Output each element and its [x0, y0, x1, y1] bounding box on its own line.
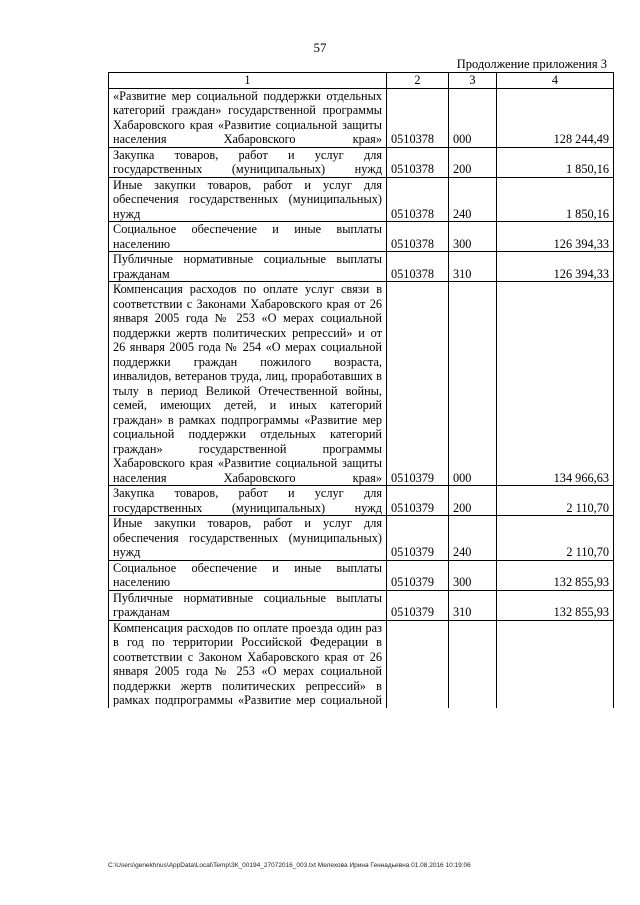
row-expense-type: 200	[449, 147, 497, 177]
row-expense-type: 240	[449, 516, 497, 561]
row-expense-type: 200	[449, 486, 497, 516]
row-expense-type: 000	[449, 282, 497, 486]
row-amount: 126 394,33	[497, 222, 614, 252]
row-amount: 2 110,70	[497, 486, 614, 516]
table-row	[109, 486, 614, 516]
row-expense-type: 310	[449, 590, 497, 620]
row-name: «Развитие мер социальной поддержки отдельных категорий граждан» государственной программы Хабаровского края «Развитие социальной защиты населения Хабаровского края»	[109, 88, 387, 147]
table-row	[109, 620, 614, 708]
continuation-label: Продолжение приложения 3	[456, 57, 607, 71]
row-code: 0510379	[387, 590, 449, 620]
row-expense-type: 000	[449, 88, 497, 147]
row-code: 0510379	[387, 486, 449, 516]
header-col-1: 1	[109, 73, 387, 89]
row-name: Иные закупки товаров, работ и услуг для обеспечения государственных (муниципальных) нужд	[109, 177, 387, 222]
row-name: Иные закупки товаров, работ и услуг для обеспечения государственных (муниципальных) нужд	[109, 516, 387, 561]
header-col-4: 4	[497, 73, 614, 89]
table-row	[109, 147, 614, 177]
row-expense-type: 240	[449, 177, 497, 222]
row-name: Закупка товаров, работ и услуг для государственных (муниципальных) нужд	[109, 147, 387, 177]
row-expense-type: 300	[449, 560, 497, 590]
table-row	[109, 222, 614, 252]
table-row	[109, 252, 614, 282]
row-name: Компенсация расходов по оплате услуг связи в соответствии с Законами Хабаровского края от 26 января 2005 года № 253 «О мерах социальной поддержки жертв политических репрессий» и от 26 января 2005 года № 254 «О мерах социальной поддержки граждан пожилого возраста, инвалидов, ветеранов труда, лиц, проработавших в тылу в период Великой Отечественной войны, семей, имеющих детей, и иных категорий граждан» в рамках подпрограммы «Развитие мер социальной поддержки отдельных категорий граждан» государственной программы Хабаровского края «Развитие социальной защиты населения Хабаровского края»	[109, 282, 387, 486]
row-amount: 1 850,16	[497, 147, 614, 177]
row-amount: 132 855,93	[497, 560, 614, 590]
row-code: 0510378	[387, 177, 449, 222]
table-header-row	[109, 73, 614, 89]
row-name: Компенсация расходов по оплате проезда один раз в год по территории Российской Федерации в соответствии с Законом Хабаровского края от 26 января 2005 года № 253 «О мерах социальной поддержки жертв политических репрессий» в рамках подпрограммы «Развитие мер социальной	[109, 620, 387, 708]
page-number: 57	[313, 40, 327, 55]
row-amount: 132 855,93	[497, 590, 614, 620]
row-code	[387, 620, 449, 708]
row-amount	[497, 620, 614, 708]
row-amount: 126 394,33	[497, 252, 614, 282]
row-name: Социальное обеспечение и иные выплаты населению	[109, 222, 387, 252]
footer-file-path: C:\Users\genekhnus\AppData\Local\Temp\ЗК_00194_27072016_003.txt Мелехова Ирина Геннадьевна 01.08.2016 10:19:06	[108, 862, 471, 869]
row-name: Социальное обеспечение и иные выплаты населению	[109, 560, 387, 590]
row-expense-type	[449, 620, 497, 708]
table-row	[109, 590, 614, 620]
header-col-2: 2	[387, 73, 449, 89]
budget-table	[108, 72, 614, 708]
row-expense-type: 300	[449, 222, 497, 252]
row-amount: 1 850,16	[497, 177, 614, 222]
row-name: Публичные нормативные социальные выплаты гражданам	[109, 252, 387, 282]
row-amount: 2 110,70	[497, 516, 614, 561]
row-code: 0510379	[387, 282, 449, 486]
row-code: 0510378	[387, 147, 449, 177]
row-expense-type: 310	[449, 252, 497, 282]
row-code: 0510378	[387, 88, 449, 147]
row-name: Закупка товаров, работ и услуг для государственных (муниципальных) нужд	[109, 486, 387, 516]
row-code: 0510379	[387, 560, 449, 590]
table-row	[109, 560, 614, 590]
table-row	[109, 177, 614, 222]
row-code: 0510378	[387, 252, 449, 282]
table-row	[109, 516, 614, 561]
table-row	[109, 282, 614, 486]
header-col-3: 3	[449, 73, 497, 89]
row-code: 0510379	[387, 516, 449, 561]
row-amount: 128 244,49	[497, 88, 614, 147]
row-code: 0510378	[387, 222, 449, 252]
table-row	[109, 88, 614, 147]
row-name: Публичные нормативные социальные выплаты гражданам	[109, 590, 387, 620]
row-amount: 134 966,63	[497, 282, 614, 486]
